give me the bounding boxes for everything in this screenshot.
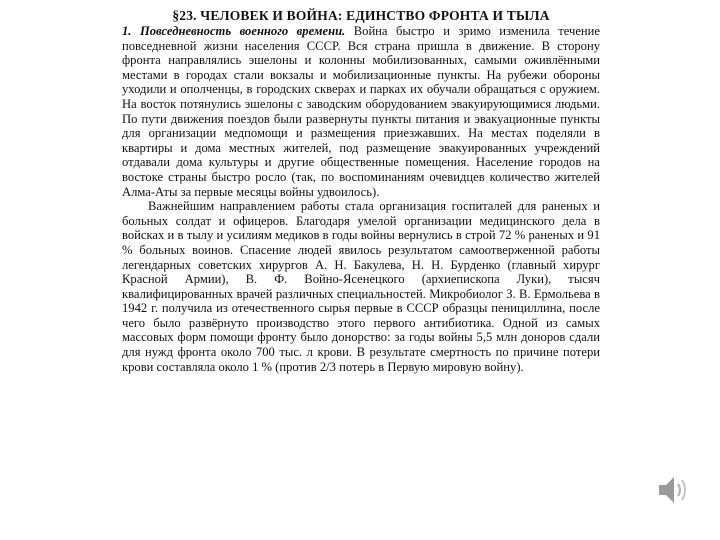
paragraph-2: Важнейшим направлением работы стала организация госпиталей для раненых и больных солдат и офицеров. Благодаря умелой организации медицинского дела в войсках и в тылу и усилиям медиков в годы войны вернулись в строй 72 % раненых и 91 % больных воинов. Спасение людей явилось результатом самоотверженной работы легендарных советских хирургов А. Н. Бакулева, Н. Н. Бурденко (главный хирург Красной Армии), В. Ф. Войно-Ясенецкого (архиепископа Луки), тысяч квалифицированных врачей различных специальностей. Микробиолог З. В. Ермольева в 1942 г. получила из отечественного сырья первые в СССР образцы пенициллина, после чего было развёрнуто производство этого первого антибиотика. Одной из самых массовых форм помощи фронту было донорство: за годы войны 5,5 млн доноров сдали для нужд фронта около 700 тыс. л крови. В результате смертность по причине потери крови составляла около 1 % (против 2/3 потерь в Первую мировую войну).: [122, 199, 600, 374]
document-page: [122, 8, 600, 374]
page-title: §23. ЧЕЛОВЕК И ВОЙНА: ЕДИНСТВО ФРОНТА И ТЫЛА: [172, 8, 550, 23]
speaker-icon[interactable]: [655, 472, 691, 508]
paragraph-1-text: Война быстро и зримо изменила течение повседневной жизни населения СССР. Вся страна пришла в движение. В сторону фронта направлялись эшелоны и колонны мобилизованных, самыми оживлёнными местами в городах стали вокзалы и мобилизационные пункты. На рубежи обороны уходили и ополченцы, в городских скверах и парках их обучали обращаться с оружием. На восток потянулись эшелоны с заводским оборудованием эвакуирующимися людьми. По пути движения поездов были развернуты пункты питания и эвакуационные пункты для организации медпомощи и размещения приезжавших. На местах поделяли в квартиры и дома местных жителей, под размещение эвакуированных учреждений отдавали дома культуры и другие общественные помещения. Население городов на востоке страны быстро росло (так, по воспоминаниям очевидцев количество жителей Алма-Аты за первые месяцы войны удвоилось).: [122, 24, 600, 199]
paragraph-1: [122, 24, 600, 199]
section-heading: 1. Повседневность военного времени.: [122, 24, 346, 38]
